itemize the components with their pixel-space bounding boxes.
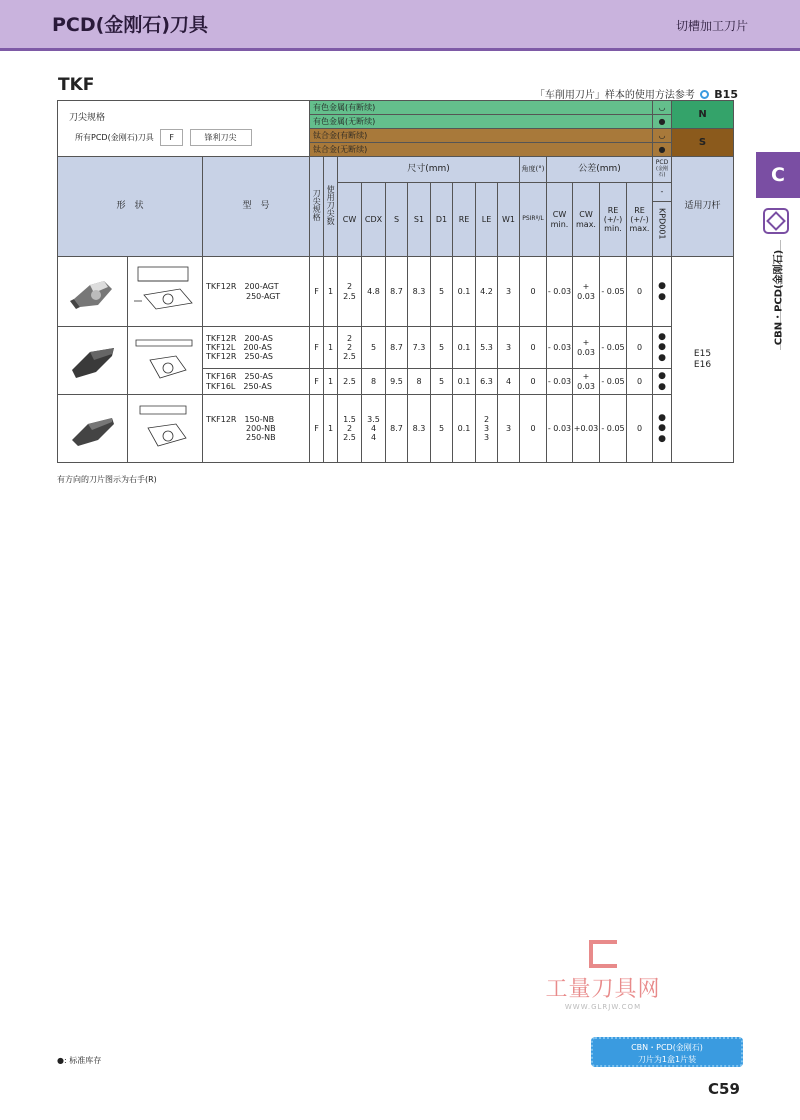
watermark-text: 工量刀具网 bbox=[545, 977, 661, 1002]
col-holder: 适用刀杆 bbox=[672, 157, 734, 257]
le-value: 5.3 bbox=[476, 327, 498, 369]
direction-note: 有方向的刀片图示为右手(R) bbox=[57, 475, 157, 484]
insert-drawing-as bbox=[130, 330, 200, 388]
insert-photo-as bbox=[68, 334, 118, 384]
cdx-value: 5 bbox=[362, 327, 386, 369]
material-mark: ● bbox=[653, 115, 672, 129]
cdx-value: 8 bbox=[362, 369, 386, 395]
cw-max-value: + 0.03 bbox=[573, 369, 600, 395]
cw-max-value: +0.03 bbox=[573, 395, 600, 463]
cw-min-value: - 0.03 bbox=[547, 257, 573, 327]
re-max-value: 0 bbox=[627, 369, 653, 395]
edge-spec-value: F bbox=[310, 369, 324, 395]
re-value: 0.1 bbox=[453, 257, 476, 327]
col-le: LE bbox=[476, 183, 498, 257]
insert-drawing bbox=[128, 257, 203, 327]
s-value: 9.5 bbox=[386, 369, 408, 395]
s1-value: 8 bbox=[408, 369, 431, 395]
w1-value: 3 bbox=[498, 257, 520, 327]
spec-desc: 锋利刀尖 bbox=[190, 129, 252, 146]
page-title: PCD(金刚石)刀具 bbox=[52, 14, 209, 36]
col-shape: 形 状 bbox=[58, 157, 203, 257]
model-cell: TKF12R 150-NB 200-NB 250-NB bbox=[203, 395, 310, 463]
model-cell: TKF16R 250-AS TKF16L 250-AS bbox=[203, 369, 310, 395]
edges-value: 1 bbox=[324, 257, 338, 327]
col-w1: W1 bbox=[498, 183, 520, 257]
col-re-max: RE (+/-) max. bbox=[627, 183, 653, 257]
d1-value: 5 bbox=[431, 257, 453, 327]
insert-photo bbox=[58, 395, 128, 463]
material-row: 有色金属(无断续) bbox=[310, 115, 653, 129]
col-cw: CW bbox=[338, 183, 362, 257]
cw-max-value: + 0.03 bbox=[573, 327, 600, 369]
col-edge-spec: 刀尖规格 bbox=[310, 157, 324, 257]
spec-code: F bbox=[160, 129, 183, 146]
stock-mark: ● ● bbox=[653, 257, 672, 327]
col-s1: S1 bbox=[408, 183, 431, 257]
stock-mark: ● ● ● bbox=[653, 395, 672, 463]
psir-value: 0 bbox=[520, 257, 547, 327]
re-value: 0.1 bbox=[453, 395, 476, 463]
insert-photo bbox=[58, 257, 128, 327]
re-max-value: 0 bbox=[627, 257, 653, 327]
packaging-line1: CBN・PCD(金刚石) bbox=[631, 1043, 703, 1052]
stock-mark: ● ● bbox=[653, 369, 672, 395]
le-value: 4.2 bbox=[476, 257, 498, 327]
holder-value[interactable]: E15 E16 bbox=[672, 257, 734, 463]
re-min-value: - 0.05 bbox=[600, 395, 627, 463]
cw-value: 2 2 2.5 bbox=[338, 327, 362, 369]
psir-value: 0 bbox=[520, 395, 547, 463]
watermark-logo-icon bbox=[589, 940, 617, 968]
col-tolerance: 公差(mm) bbox=[547, 157, 653, 183]
reference-target-icon bbox=[700, 90, 709, 99]
s-value: 8.7 bbox=[386, 395, 408, 463]
col-pcd: PCD (金刚石) bbox=[653, 157, 672, 183]
s1-value: 8.3 bbox=[408, 395, 431, 463]
cw-value: 1.5 2 2.5 bbox=[338, 395, 362, 463]
le-value: 2 3 3 bbox=[476, 395, 498, 463]
col-s: S bbox=[386, 183, 408, 257]
s-value: 8.7 bbox=[386, 327, 408, 369]
col-model: 型 号 bbox=[203, 157, 310, 257]
col-angle: 角度(°) bbox=[520, 157, 547, 183]
col-grade: - KPD001 bbox=[653, 183, 672, 257]
section-title: 切槽加工刀片 bbox=[675, 19, 748, 33]
watermark-url: WWW.GLRJW.COM bbox=[564, 1003, 642, 1011]
w1-value: 3 bbox=[498, 395, 520, 463]
col-cw-max: CW max. bbox=[573, 183, 600, 257]
stock-mark: ● ● ● bbox=[653, 327, 672, 369]
cw-min-value: - 0.03 bbox=[547, 395, 573, 463]
s-value: 8.7 bbox=[386, 257, 408, 327]
re-min-value: - 0.05 bbox=[600, 327, 627, 369]
reference-text: 「车削用刀片」样本的使用方法参考 bbox=[534, 90, 695, 101]
re-min-value: - 0.05 bbox=[600, 257, 627, 327]
packaging-line2: 刀片为1盒1片装 bbox=[637, 1055, 697, 1064]
edge-spec-value: F bbox=[310, 395, 324, 463]
side-tab-c[interactable]: C bbox=[756, 152, 800, 198]
spec-title: 刀尖规格 bbox=[69, 112, 106, 123]
re-max-value: 0 bbox=[627, 395, 653, 463]
reference-note bbox=[535, 86, 738, 101]
le-value: 6.3 bbox=[476, 369, 498, 395]
insert-photo-agt bbox=[68, 265, 118, 315]
col-dimensions: 尺寸(mm) bbox=[338, 157, 520, 183]
header-rule bbox=[0, 48, 800, 51]
reference-page[interactable]: B15 bbox=[714, 88, 738, 101]
col-edges: 使用刀尖数 bbox=[324, 157, 338, 257]
d1-value: 5 bbox=[431, 395, 453, 463]
re-max-value: 0 bbox=[627, 327, 653, 369]
insert-diamond-icon bbox=[763, 208, 789, 234]
col-cdx: CDX bbox=[362, 183, 386, 257]
cdx-value: 4.8 bbox=[362, 257, 386, 327]
cw-max-value: + 0.03 bbox=[573, 257, 600, 327]
watermark bbox=[538, 940, 668, 1011]
insert-drawing-nb bbox=[130, 398, 200, 456]
col-re: RE bbox=[453, 183, 476, 257]
material-row: 有色金属(有断续) bbox=[310, 101, 653, 115]
spec-label: 所有PCD(金刚石)刀具 bbox=[75, 133, 154, 143]
d1-value: 5 bbox=[431, 327, 453, 369]
material-row: 钛合金(有断续) bbox=[310, 129, 653, 143]
insert-drawing bbox=[128, 327, 203, 395]
re-value: 0.1 bbox=[453, 327, 476, 369]
cw-value: 2.5 bbox=[338, 369, 362, 395]
edges-value: 1 bbox=[324, 369, 338, 395]
material-mark: ● bbox=[653, 143, 672, 157]
group-s: S bbox=[672, 129, 734, 157]
side-label: CBN・PCD(金刚石) bbox=[773, 249, 785, 346]
d1-value: 5 bbox=[431, 369, 453, 395]
edges-value: 1 bbox=[324, 327, 338, 369]
cw-min-value: - 0.03 bbox=[547, 369, 573, 395]
page-number: C59 bbox=[708, 1080, 740, 1098]
insert-drawing bbox=[128, 395, 203, 463]
product-table bbox=[57, 100, 734, 463]
material-mark: ◡ bbox=[653, 129, 672, 143]
material-row: 钛合金(无断续) bbox=[310, 143, 653, 157]
cw-value: 2 2.5 bbox=[338, 257, 362, 327]
edges-value: 1 bbox=[324, 395, 338, 463]
model-cell: TKF12R 200-AS TKF12L 200-AS TKF12R 250-AS bbox=[203, 327, 310, 369]
series-title: TKF bbox=[58, 75, 95, 95]
psir-value: 0 bbox=[520, 369, 547, 395]
w1-value: 3 bbox=[498, 327, 520, 369]
re-value: 0.1 bbox=[453, 369, 476, 395]
w1-value: 4 bbox=[498, 369, 520, 395]
insert-photo bbox=[58, 327, 128, 395]
cdx-value: 3.5 4 4 bbox=[362, 395, 386, 463]
edge-spec-value: F bbox=[310, 327, 324, 369]
edge-spec-value: F bbox=[310, 257, 324, 327]
psir-value: 0 bbox=[520, 327, 547, 369]
insert-drawing-agt bbox=[130, 261, 200, 319]
cw-min-value: - 0.03 bbox=[547, 327, 573, 369]
spec-panel bbox=[58, 101, 310, 157]
col-cw-min: CW min. bbox=[547, 183, 573, 257]
packaging-box bbox=[591, 1037, 743, 1067]
s1-value: 8.3 bbox=[408, 257, 431, 327]
model-cell: TKF12R 200-AGT 250-AGT bbox=[203, 257, 310, 327]
group-n: N bbox=[672, 101, 734, 129]
legend-note: ●: 标准库存 bbox=[57, 1056, 102, 1065]
col-re-min: RE (+/-) min. bbox=[600, 183, 627, 257]
material-mark: ◡ bbox=[653, 101, 672, 115]
col-d1: D1 bbox=[431, 183, 453, 257]
s1-value: 7.3 bbox=[408, 327, 431, 369]
re-min-value: - 0.05 bbox=[600, 369, 627, 395]
col-psir: PSIRº/L bbox=[520, 183, 547, 257]
insert-photo-nb bbox=[68, 402, 118, 452]
